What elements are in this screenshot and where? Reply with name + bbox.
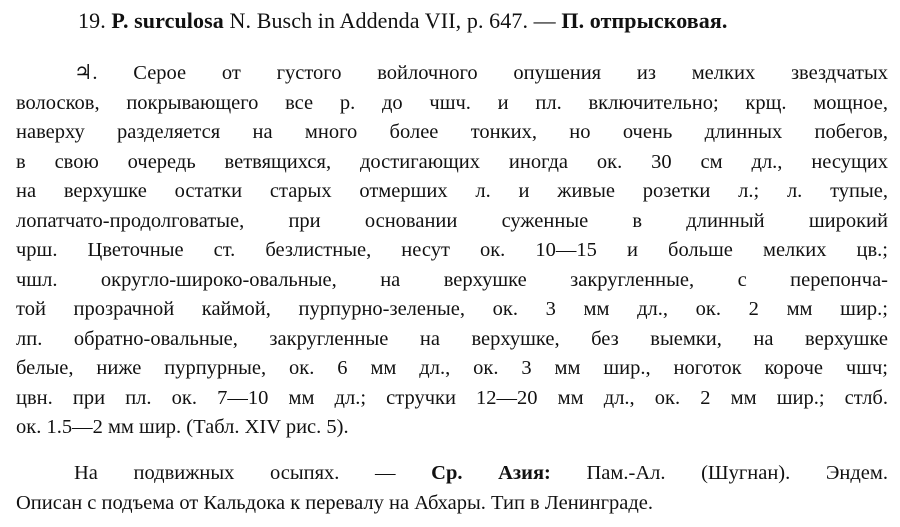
description-line: на верхушке остатки старых отмерших л. и живые розетки л.; л. тупые, [16, 180, 888, 202]
species-heading [78, 8, 727, 34]
description-line: лопатчато-продолговатые, при основании суженные в длинный широкий [16, 209, 888, 232]
description-line: волосков, покрывающего все р. до чшч. и пл. включительно; крщ. мощное, [16, 91, 888, 114]
description-line: белые, ниже пурпурные, ок. 6 мм дл., ок. 3 мм шир., ноготок короче чшч; [16, 357, 888, 379]
description-line: чрш. Цветочные ст. безлистные, несут ок. 10—15 и больше мелких цв.; [16, 239, 888, 261]
description-line: в свою очередь ветвящихся, достигающих иногда ок. 30 см дл., несущих [16, 150, 888, 173]
description-line: цвн. при пл. ок. 7—10 мм дл.; стручки 12—20 мм дл., ок. 2 мм шир.; стлб. [16, 386, 888, 409]
description-line: ♃. Серое от густого войлочного опушения из мелких звездчатых [74, 62, 888, 84]
species-authority: N. Busch in Addenda VII, p. 647. — [229, 8, 556, 33]
description-paragraph [16, 59, 888, 443]
type-locality-line: Описан с подъема от Кальдока к перевалу на Абхары. Тип в Ленинграде. [16, 491, 654, 514]
distribution-line [16, 459, 888, 489]
species-latin-name: P. surculosa [111, 8, 224, 33]
description-line: наверху разделяется на много более тонких, но очень длинных побегов, [16, 121, 888, 143]
description-line: лп. обратно-овальные, закругленные на верхушке, без выемки, на верхушке [16, 327, 888, 350]
description-line: той прозрачной каймой, пурпурно-зеленые, ок. 3 мм дл., ок. 2 мм шир.; [16, 298, 888, 320]
habitat-text: На подвижных осыпях. — [74, 462, 396, 484]
region-label: Ср. Азия: [431, 462, 551, 484]
species-common-name: П. отпрысковая. [561, 8, 728, 33]
description-line: ок. 1.5—2 мм шир. (Табл. XIV рис. 5). [16, 416, 349, 438]
species-number: 19. [78, 8, 106, 33]
distribution-paragraph [16, 459, 888, 518]
region-text: Пам.-Ал. (Шугнан). Эндем. [586, 462, 889, 484]
description-line: чшл. округло-широко-овальные, на верхушке закругленные, с перепонча- [16, 268, 888, 291]
